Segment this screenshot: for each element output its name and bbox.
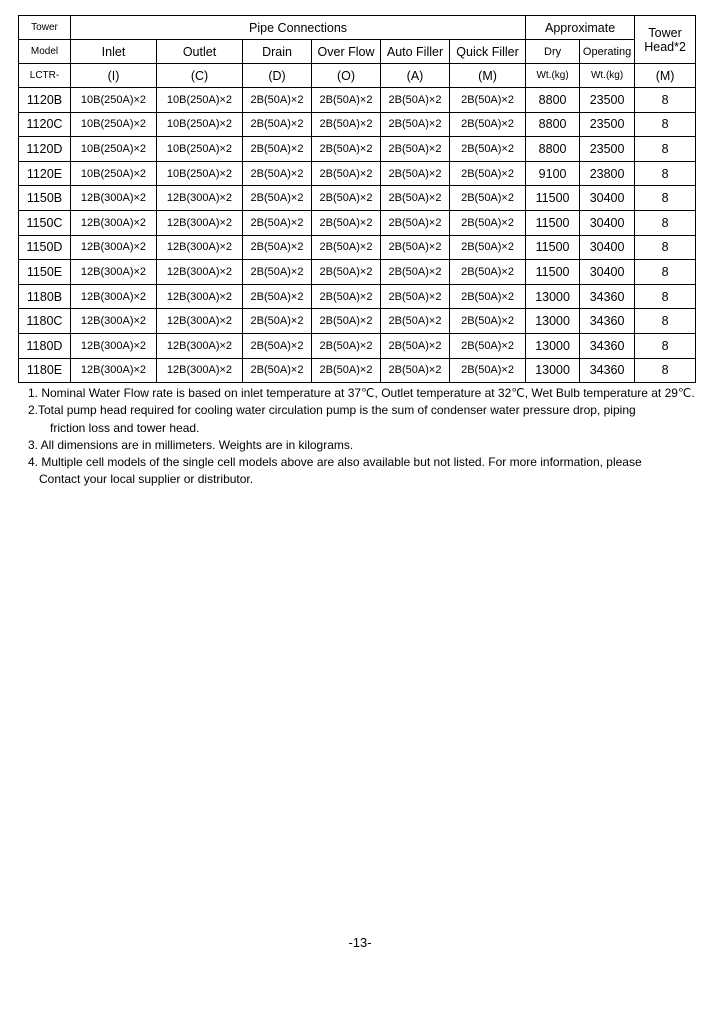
specification-table (18, 15, 696, 383)
header-quick-filler: Quick Filler (450, 40, 526, 64)
cell-model: 1150E (19, 260, 71, 285)
cell-auto-filler: 2B(50A)×2 (381, 186, 450, 211)
cell-dry-weight: 11500 (526, 186, 580, 211)
cell-model: 1150D (19, 235, 71, 260)
cell-auto-filler: 2B(50A)×2 (381, 161, 450, 186)
cell-quick-filler: 2B(50A)×2 (450, 358, 526, 383)
cell-inlet: 12B(300A)×2 (71, 358, 157, 383)
table-row (19, 333, 696, 358)
header-inlet: Inlet (71, 40, 157, 64)
cell-outlet: 12B(300A)×2 (157, 333, 243, 358)
table-row (19, 88, 696, 113)
header-model: Model (19, 40, 71, 64)
header-drain-code: (D) (243, 64, 312, 88)
cell-overflow: 2B(50A)×2 (312, 333, 381, 358)
cell-model: 1120B (19, 88, 71, 113)
cell-quick-filler: 2B(50A)×2 (450, 284, 526, 309)
cell-inlet: 10B(250A)×2 (71, 161, 157, 186)
header-outlet-code: (C) (157, 64, 243, 88)
cell-operating-weight: 30400 (580, 210, 635, 235)
header-auto-filler: Auto Filler (381, 40, 450, 64)
cell-overflow: 2B(50A)×2 (312, 186, 381, 211)
cell-operating-weight: 30400 (580, 186, 635, 211)
cell-outlet: 10B(250A)×2 (157, 137, 243, 162)
cell-outlet: 12B(300A)×2 (157, 309, 243, 334)
cell-quick-filler: 2B(50A)×2 (450, 309, 526, 334)
header-overflow-code: (O) (312, 64, 381, 88)
cell-overflow: 2B(50A)×2 (312, 88, 381, 113)
table-row (19, 358, 696, 383)
header-tower: Tower (19, 16, 71, 40)
header-tower-head (635, 16, 696, 64)
cell-operating-weight: 34360 (580, 284, 635, 309)
cell-quick-filler: 2B(50A)×2 (450, 186, 526, 211)
header-auto-filler-code: (A) (381, 64, 450, 88)
cell-model: 1120C (19, 112, 71, 137)
cell-model: 1180D (19, 333, 71, 358)
cell-overflow: 2B(50A)×2 (312, 112, 381, 137)
cell-drain: 2B(50A)×2 (243, 309, 312, 334)
header-operating: Operating (580, 40, 635, 64)
note-1: 1. Nominal Water Flow rate is based on inlet temperature at 37℃, Outlet temperature at 32℃, Wet Bulb temperature at 29℃. (28, 386, 695, 400)
cell-overflow: 2B(50A)×2 (312, 235, 381, 260)
cell-outlet: 12B(300A)×2 (157, 210, 243, 235)
cell-tower-head: 8 (635, 186, 696, 211)
cell-overflow: 2B(50A)×2 (312, 161, 381, 186)
table-row (19, 161, 696, 186)
note-4: 4. Multiple cell models of the single cell models above are also available but not listed. For more information, please (28, 455, 642, 470)
cell-auto-filler: 2B(50A)×2 (381, 358, 450, 383)
cell-dry-weight: 8800 (526, 112, 580, 137)
cell-tower-head: 8 (635, 210, 696, 235)
table-row (19, 137, 696, 162)
cell-inlet: 12B(300A)×2 (71, 235, 157, 260)
table-row (19, 260, 696, 285)
cell-quick-filler: 2B(50A)×2 (450, 260, 526, 285)
cell-overflow: 2B(50A)×2 (312, 358, 381, 383)
cell-drain: 2B(50A)×2 (243, 137, 312, 162)
cell-tower-head: 8 (635, 358, 696, 383)
page-number: -13- (348, 935, 372, 950)
cell-drain: 2B(50A)×2 (243, 210, 312, 235)
cell-inlet: 10B(250A)×2 (71, 88, 157, 113)
cell-model: 1180B (19, 284, 71, 309)
cell-inlet: 12B(300A)×2 (71, 260, 157, 285)
header-tower-head-line2: Head*2 (644, 39, 686, 54)
cell-inlet: 12B(300A)×2 (71, 309, 157, 334)
cell-tower-head: 8 (635, 88, 696, 113)
cell-outlet: 12B(300A)×2 (157, 186, 243, 211)
cell-dry-weight: 8800 (526, 137, 580, 162)
cell-tower-head: 8 (635, 284, 696, 309)
cell-inlet: 10B(250A)×2 (71, 137, 157, 162)
cell-inlet: 12B(300A)×2 (71, 210, 157, 235)
header-outlet: Outlet (157, 40, 243, 64)
table-row (19, 284, 696, 309)
header-inlet-code: (I) (71, 64, 157, 88)
notes (28, 385, 708, 489)
cell-auto-filler: 2B(50A)×2 (381, 210, 450, 235)
note-4-continued: Contact your local supplier or distributor. (39, 472, 254, 487)
cell-overflow: 2B(50A)×2 (312, 137, 381, 162)
cell-quick-filler: 2B(50A)×2 (450, 333, 526, 358)
cell-auto-filler: 2B(50A)×2 (381, 88, 450, 113)
cell-model: 1180E (19, 358, 71, 383)
note-2-continued: friction loss and tower head. (50, 420, 200, 435)
cell-drain: 2B(50A)×2 (243, 112, 312, 137)
cell-dry-weight: 11500 (526, 235, 580, 260)
cell-tower-head: 8 (635, 235, 696, 260)
cell-outlet: 10B(250A)×2 (157, 161, 243, 186)
cell-model: 1180C (19, 309, 71, 334)
cell-auto-filler: 2B(50A)×2 (381, 260, 450, 285)
header-operating-unit: Wt.(kg) (580, 64, 635, 88)
cell-auto-filler: 2B(50A)×2 (381, 235, 450, 260)
cell-dry-weight: 8800 (526, 88, 580, 113)
cell-drain: 2B(50A)×2 (243, 333, 312, 358)
cell-auto-filler: 2B(50A)×2 (381, 137, 450, 162)
cell-dry-weight: 13000 (526, 358, 580, 383)
cell-outlet: 10B(250A)×2 (157, 112, 243, 137)
cell-drain: 2B(50A)×2 (243, 161, 312, 186)
cell-quick-filler: 2B(50A)×2 (450, 210, 526, 235)
cell-operating-weight: 34360 (580, 358, 635, 383)
cell-operating-weight: 23800 (580, 161, 635, 186)
note-3: 3. All dimensions are in millimeters. Weights are in kilograms. (28, 437, 354, 452)
header-approximate: Approximate (526, 16, 635, 40)
cell-quick-filler: 2B(50A)×2 (450, 235, 526, 260)
header-dry-unit: Wt.(kg) (526, 64, 580, 88)
cell-operating-weight: 30400 (580, 235, 635, 260)
cell-drain: 2B(50A)×2 (243, 358, 312, 383)
cell-overflow: 2B(50A)×2 (312, 260, 381, 285)
cell-operating-weight: 34360 (580, 309, 635, 334)
cell-inlet: 10B(250A)×2 (71, 112, 157, 137)
table-header (19, 16, 696, 88)
cell-operating-weight: 30400 (580, 260, 635, 285)
cell-drain: 2B(50A)×2 (243, 260, 312, 285)
cell-drain: 2B(50A)×2 (243, 235, 312, 260)
cell-outlet: 12B(300A)×2 (157, 358, 243, 383)
cell-inlet: 12B(300A)×2 (71, 186, 157, 211)
table-row (19, 186, 696, 211)
cell-overflow: 2B(50A)×2 (312, 210, 381, 235)
cell-inlet: 12B(300A)×2 (71, 284, 157, 309)
cell-tower-head: 8 (635, 260, 696, 285)
cell-tower-head: 8 (635, 112, 696, 137)
cell-dry-weight: 9100 (526, 161, 580, 186)
cell-operating-weight: 23500 (580, 112, 635, 137)
cell-overflow: 2B(50A)×2 (312, 284, 381, 309)
cell-dry-weight: 11500 (526, 210, 580, 235)
header-tower-head-unit: (M) (635, 64, 696, 88)
cell-quick-filler: 2B(50A)×2 (450, 88, 526, 113)
cell-tower-head: 8 (635, 333, 696, 358)
cell-outlet: 10B(250A)×2 (157, 88, 243, 113)
cell-model: 1150C (19, 210, 71, 235)
cell-tower-head: 8 (635, 161, 696, 186)
cell-auto-filler: 2B(50A)×2 (381, 112, 450, 137)
cell-dry-weight: 13000 (526, 284, 580, 309)
cell-inlet: 12B(300A)×2 (71, 333, 157, 358)
cell-dry-weight: 13000 (526, 333, 580, 358)
cell-dry-weight: 11500 (526, 260, 580, 285)
cell-quick-filler: 2B(50A)×2 (450, 161, 526, 186)
cell-outlet: 12B(300A)×2 (157, 235, 243, 260)
cell-auto-filler: 2B(50A)×2 (381, 333, 450, 358)
cell-operating-weight: 23500 (580, 88, 635, 113)
cell-tower-head: 8 (635, 309, 696, 334)
cell-overflow: 2B(50A)×2 (312, 309, 381, 334)
cell-drain: 2B(50A)×2 (243, 88, 312, 113)
cell-tower-head: 8 (635, 137, 696, 162)
cell-model: 1150B (19, 186, 71, 211)
cell-quick-filler: 2B(50A)×2 (450, 137, 526, 162)
cell-model: 1120E (19, 161, 71, 186)
cell-model: 1120D (19, 137, 71, 162)
header-drain: Drain (243, 40, 312, 64)
table-row (19, 210, 696, 235)
cell-operating-weight: 23500 (580, 137, 635, 162)
cell-drain: 2B(50A)×2 (243, 186, 312, 211)
table-body (19, 88, 696, 383)
table-row (19, 112, 696, 137)
cell-outlet: 12B(300A)×2 (157, 284, 243, 309)
header-overflow: Over Flow (312, 40, 381, 64)
cell-operating-weight: 34360 (580, 333, 635, 358)
header-quick-filler-code: (M) (450, 64, 526, 88)
cell-auto-filler: 2B(50A)×2 (381, 309, 450, 334)
header-pipe-connections: Pipe Connections (71, 16, 526, 40)
cell-auto-filler: 2B(50A)×2 (381, 284, 450, 309)
cell-quick-filler: 2B(50A)×2 (450, 112, 526, 137)
header-lctr: LCTR- (19, 64, 71, 88)
table-row (19, 235, 696, 260)
cell-dry-weight: 13000 (526, 309, 580, 334)
header-tower-head-line1: Tower (648, 25, 682, 40)
table-row (19, 309, 696, 334)
cell-outlet: 12B(300A)×2 (157, 260, 243, 285)
note-2: 2.Total pump head required for cooling water circulation pump is the sum of condenser water pressure drop, piping (28, 403, 636, 418)
cell-drain: 2B(50A)×2 (243, 284, 312, 309)
header-dry: Dry (526, 40, 580, 64)
